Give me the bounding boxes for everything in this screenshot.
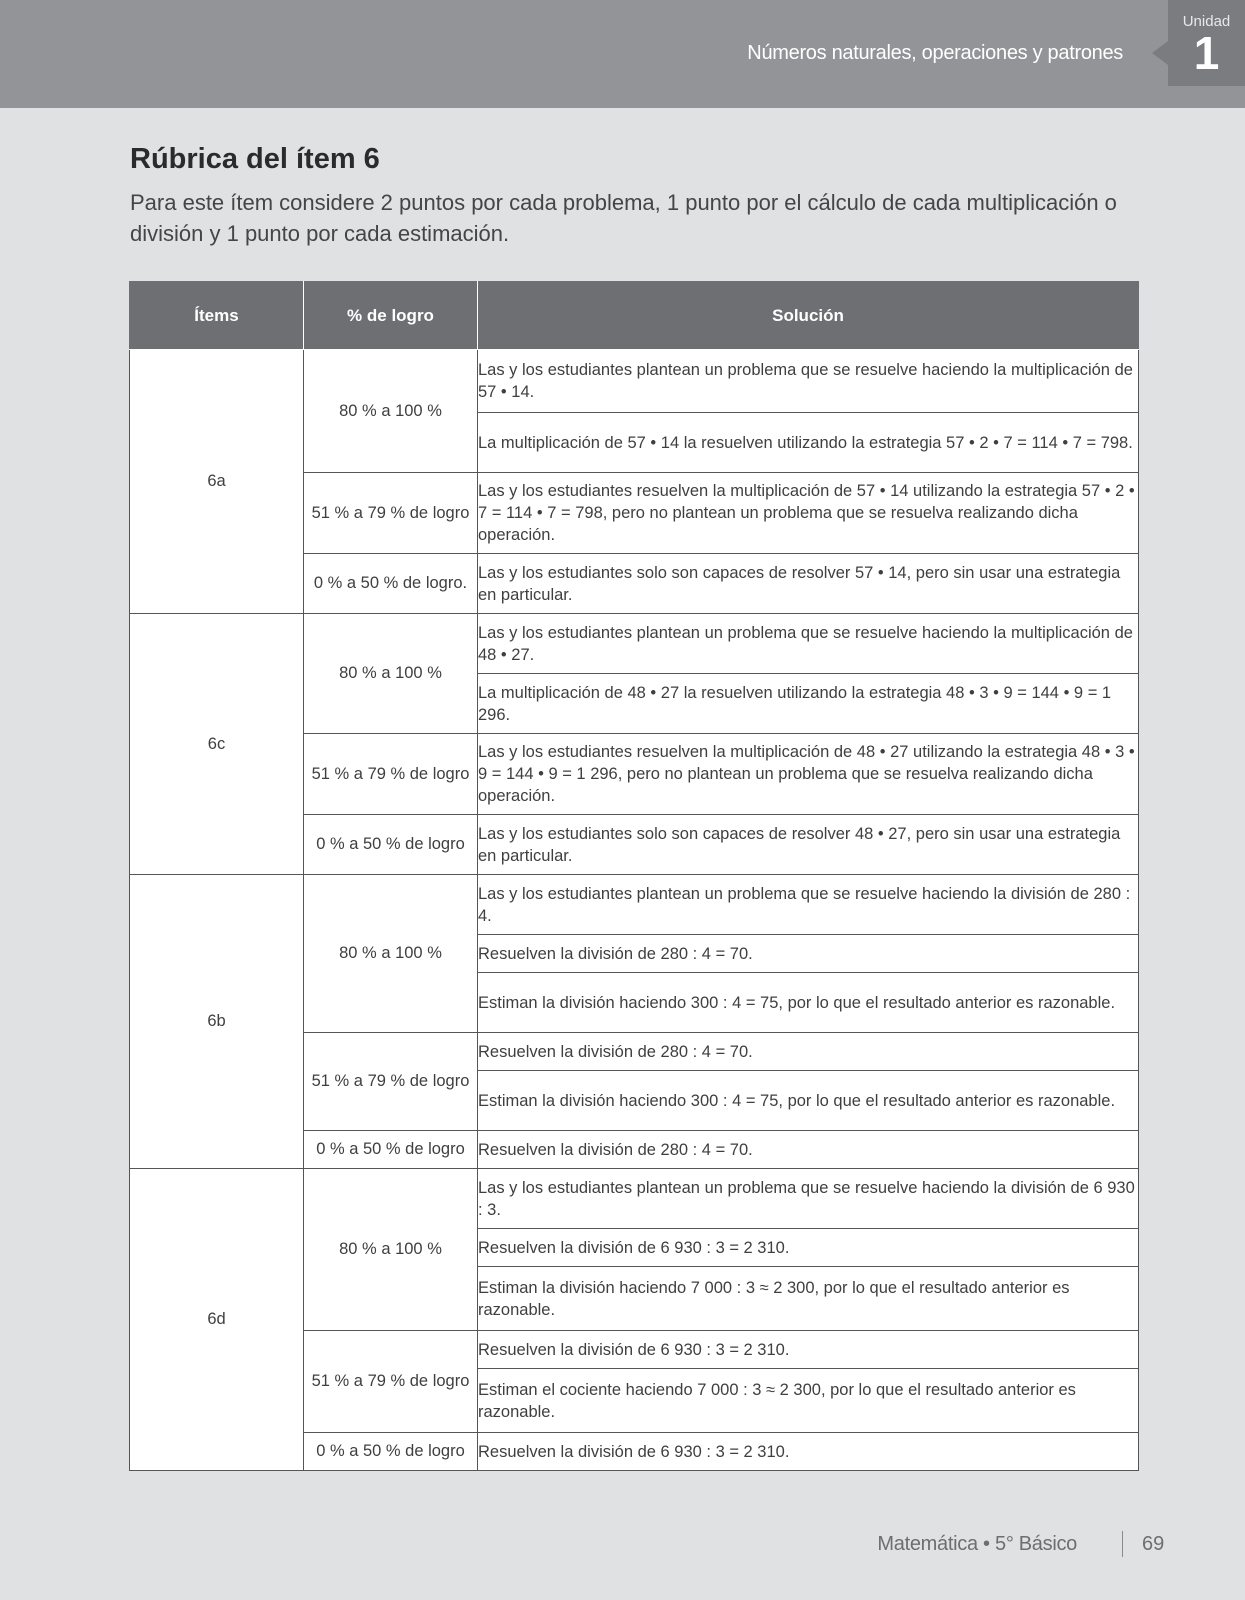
solution-cell: La multiplicación de 48 • 27 la resuelven utilizando la estrategia 48 • 3 • 9 = 144 • 9 = 1 296. (478, 674, 1139, 734)
solution-cell: Las y los estudiantes resuelven la multiplicación de 57 • 14 utilizando la estrategia 57 • 2 • 7 = 114 • 7 = 798, pero no plantean un problema que se resuelva realizando dicha operación. (478, 473, 1139, 554)
unit-tab (1168, 0, 1245, 86)
column-header-percent: % de logro (304, 282, 478, 350)
solution-cell: La multiplicación de 57 • 14 la resuelven utilizando la estrategia 57 • 2 • 7 = 114 • 7 = 798. (478, 413, 1139, 473)
achievement-cell: 0 % a 50 % de logro (304, 815, 478, 875)
rubric-title: Rúbrica del ítem 6 (130, 143, 380, 175)
achievement-cell: 80 % a 100 % (304, 875, 478, 1033)
table-row (130, 875, 1139, 935)
unit-number: 1 (1193, 27, 1220, 79)
unit-arrow-shape (1152, 41, 1168, 65)
solution-cell: Las y los estudiantes plantean un problema que se resuelve haciendo la división de 280 : 4. (478, 875, 1139, 935)
solution-cell: Las y los estudiantes resuelven la multiplicación de 48 • 27 utilizando la estrategia 48 • 3 • 9 = 144 • 9 = 1 296, pero no plantean un problema que se resuelva realizando dicha operación. (478, 734, 1139, 815)
item-cell: 6c (130, 614, 304, 875)
achievement-cell: 0 % a 50 % de logro (304, 1433, 478, 1471)
solution-cell: Estiman el cociente haciendo 7 000 : 3 ≈ 2 300, por lo que el resultado anterior es razonable. (478, 1369, 1139, 1433)
achievement-cell: 0 % a 50 % de logro. (304, 554, 478, 614)
solution-cell: Las y los estudiantes plantean un problema que se resuelve haciendo la multiplicación de 57 • 14. (478, 350, 1139, 413)
rubric-intro: Para este ítem considere 2 puntos por cada problema, 1 punto por el cálculo de cada multiplicación o división y 1 punto por cada estimación. (130, 190, 1117, 246)
solution-cell: Resuelven la división de 280 : 4 = 70. (478, 1033, 1139, 1071)
page-number: 69 (1142, 1533, 1165, 1555)
solution-cell: Estiman la división haciendo 300 : 4 = 75, por lo que el resultado anterior es razonable. (478, 973, 1139, 1033)
item-cell: 6a (130, 350, 304, 614)
rubric-table-body (130, 350, 1139, 1471)
solution-cell: Las y los estudiantes plantean un problema que se resuelve haciendo la división de 6 930 : 3. (478, 1169, 1139, 1229)
rubric-table (129, 281, 1139, 1471)
achievement-cell: 51 % a 79 % de logro (304, 1331, 478, 1433)
item-cell: 6d (130, 1169, 304, 1471)
table-header-row (130, 282, 1139, 350)
achievement-cell: 80 % a 100 % (304, 614, 478, 734)
solution-cell: Las y los estudiantes plantean un problema que se resuelve haciendo la multiplicación de 48 • 27. (478, 614, 1139, 674)
solution-cell: Resuelven la división de 280 : 4 = 70. (478, 935, 1139, 973)
achievement-cell: 51 % a 79 % de logro (304, 473, 478, 554)
achievement-cell: 51 % a 79 % de logro (304, 1033, 478, 1131)
table-row (130, 614, 1139, 674)
item-cell: 6b (130, 875, 304, 1169)
solution-cell: Resuelven la división de 6 930 : 3 = 2 310. (478, 1331, 1139, 1369)
unit-label: Unidad (1182, 13, 1231, 30)
solution-cell: Las y los estudiantes solo son capaces de resolver 48 • 27, pero sin usar una estrategia en particular. (478, 815, 1139, 875)
achievement-cell: 51 % a 79 % de logro (304, 734, 478, 815)
solution-cell: Resuelven la división de 6 930 : 3 = 2 310. (478, 1229, 1139, 1267)
column-header-items: Ítems (130, 282, 304, 350)
solution-cell: Estiman la división haciendo 300 : 4 = 75, por lo que el resultado anterior es razonable. (478, 1071, 1139, 1131)
table-row (130, 1169, 1139, 1229)
achievement-cell: 80 % a 100 % (304, 350, 478, 473)
solution-cell: Resuelven la división de 280 : 4 = 70. (478, 1131, 1139, 1169)
achievement-cell: 80 % a 100 % (304, 1169, 478, 1331)
solution-cell: Las y los estudiantes solo son capaces de resolver 57 • 14, pero sin usar una estrategia en particular. (478, 554, 1139, 614)
section-title: Números naturales, operaciones y patrones (747, 42, 1123, 64)
column-header-solution: Solución (478, 282, 1139, 350)
footer-divider (1122, 1531, 1123, 1557)
solution-cell: Estiman la división haciendo 7 000 : 3 ≈ 2 300, por lo que el resultado anterior es razonable. (478, 1267, 1139, 1331)
achievement-cell: 0 % a 50 % de logro (304, 1131, 478, 1169)
footer-book-title: Matemática • 5° Básico (877, 1533, 1077, 1555)
table-row (130, 350, 1139, 413)
solution-cell: Resuelven la división de 6 930 : 3 = 2 310. (478, 1433, 1139, 1471)
